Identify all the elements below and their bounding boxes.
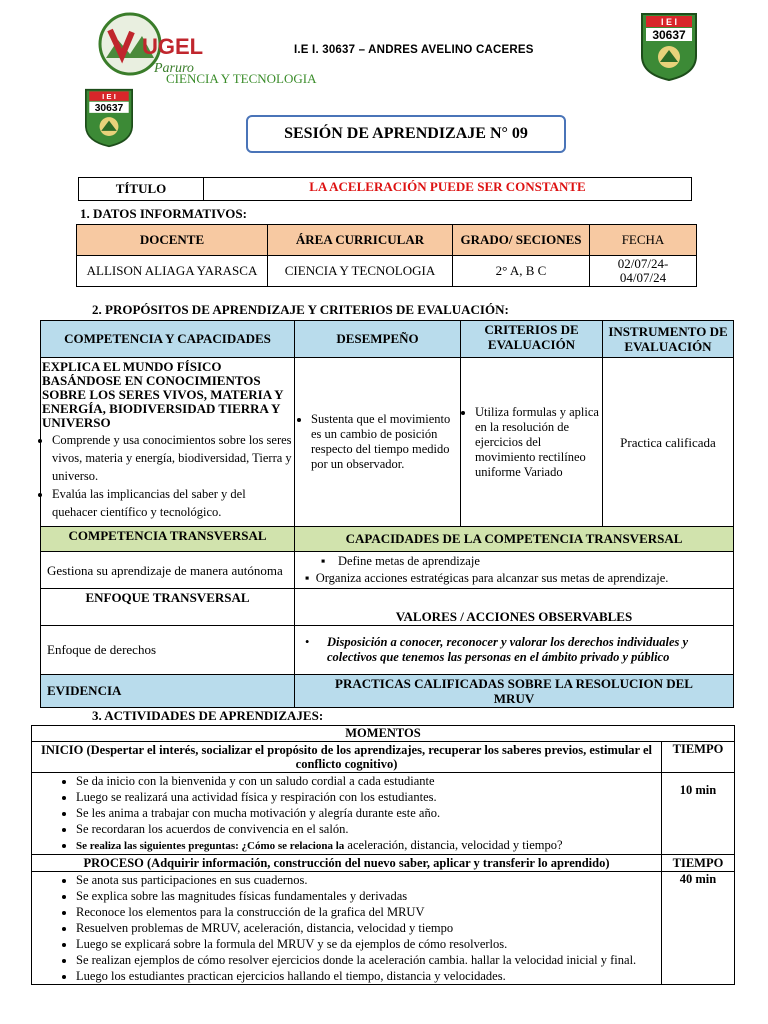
ugel-logo	[96, 10, 206, 78]
proceso-item: • Se explica sobre las magnitudes físicas fundamentales y derivadas	[76, 888, 657, 904]
svg-text:I E I: I E I	[660, 17, 678, 27]
inicio-time: 10 min	[662, 773, 735, 855]
inicio-cell	[32, 773, 662, 855]
cell-docente: ALLISON ALIAGA YARASCA	[77, 256, 268, 287]
session-title: SESIÓN DE APRENDIZAJE N° 09	[246, 115, 566, 153]
svg-text:30637: 30637	[652, 28, 686, 42]
header-fecha: FECHA	[590, 225, 697, 256]
inicio-item: • Luego se realizará una actividad física y respiración con los estudiantes.	[76, 789, 657, 805]
section-2-heading: 2. PROPÓSITOS DE APRENDIZAJE Y CRITERIOS DE EVALUACIÓN:	[92, 302, 509, 317]
proceso-time-label: TIEMPO	[662, 855, 735, 872]
capacidad-item: • Evalúa las implicancias del saber y del quehacer científico y tecnológico.	[52, 485, 293, 521]
inicio-time-label: TIEMPO	[662, 742, 735, 773]
proceso-item: • Luego los estudiantes practican ejercicios hallando el tiempo, distancia y velocidades.	[76, 968, 657, 984]
momentos-header: MOMENTOS	[32, 726, 735, 742]
inicio-list	[52, 773, 657, 854]
enfoque-value: Enfoque de derechos	[41, 626, 295, 675]
competencia-text: EXPLICA EL MUNDO FÍSICO BASÁNDOSE EN CONOCIMIENTOS SOBRE LOS SERES VIVOS, MATERIA Y ENERGÍA, BIODIVERSIDAD TIERRA Y UNIVERSO	[42, 359, 284, 430]
proceso-cell	[32, 872, 662, 985]
header-criterios: CRITERIOS DE EVALUACIÓN	[461, 321, 603, 358]
title-label: TÍTULO	[79, 178, 204, 201]
header-instrumento: INSTRUMENTO DE EVALUACIÓN	[603, 321, 734, 358]
section-1-heading: 1. DATOS INFORMATIVOS:	[80, 206, 247, 221]
proceso-list	[52, 872, 657, 984]
purposes-table	[40, 320, 734, 708]
cell-area: CIENCIA Y TECNOLOGIA	[268, 256, 453, 287]
header-docente: DOCENTE	[77, 225, 268, 256]
svg-text:Paruro: Paruro	[154, 61, 194, 76]
header-competencia: COMPETENCIA Y CAPACIDADES	[41, 321, 295, 358]
title-value: LA ACELERACIÓN PUEDE SER CONSTANTE	[204, 178, 692, 201]
cell-instrumento: Practica calificada	[603, 358, 734, 527]
comp-transversal: Gestiona su aprendizaje de manera autónoma	[41, 552, 295, 589]
capacidad-item: • Comprende y usa conocimientos sobre los seres vivos, materia y energía, biodiversidad, Tierra y universo.	[52, 431, 293, 485]
cap-transversal-label: CAPACIDADES DE LA COMPETENCIA TRANSVERSAL	[295, 527, 734, 552]
svg-text:30637: 30637	[94, 103, 124, 115]
capacidades-list	[42, 431, 293, 521]
proceso-item: • Reconoce los elementos para la construcción de la grafica del MRUV	[76, 904, 657, 920]
desempeno-item: • Sustenta que el movimiento es un cambio de posición respecto del tiempo medido por un observador.	[311, 412, 458, 472]
valores-label: VALORES / ACCIONES OBSERVABLES	[295, 589, 734, 626]
inicio-item: • Se realiza las siguientes preguntas: ¿Cómo se relaciona la aceleración, distancia, velocidad y tiempo?	[76, 837, 657, 854]
cell-criterio	[461, 358, 603, 527]
title-table	[78, 177, 692, 201]
school-crest-left	[82, 88, 136, 148]
criterio-item: • Utiliza formulas y aplica en la resolución de ejercicios del movimiento rectilíneo uniforme Variado	[475, 405, 600, 480]
comp-transversal-label: COMPETENCIA TRANSVERSAL	[41, 527, 295, 552]
section-3-heading: 3. ACTIVIDADES DE APRENDIZAJES:	[92, 708, 324, 723]
cap-transversal-cell	[295, 552, 734, 589]
header-area: ÁREA CURRICULAR	[268, 225, 453, 256]
cell-grado: 2° A, B C	[453, 256, 590, 287]
evidencia-label: EVIDENCIA	[41, 675, 295, 708]
proceso-item: • Luego se explicará sobre la formula del MRUV y se da ejemplos de cómo resolverlos.	[76, 936, 657, 952]
proceso-title: PROCESO (Adquirir información, construcción del nuevo saber, aplicar y transferir lo aprendido)	[32, 855, 662, 872]
inicio-title: INICIO (Despertar el interés, socializar el propósito de los aprendizajes, recuperar los saberes previos, estimular el conflicto cognitivo)	[32, 742, 662, 773]
proceso-time: 40 min	[662, 872, 735, 985]
enfoque-label: ENFOQUE TRANSVERSAL	[41, 589, 295, 626]
cap-transversal-item: ▪ Organiza acciones estratégicas para alcanzar sus metas de aprendizaje.	[305, 571, 669, 585]
proceso-item: • Se anota sus participaciones en sus cuadernos.	[76, 872, 657, 888]
cap-transversal-item: ▪ Define metas de aprendizaje	[321, 554, 480, 568]
inicio-item: • Se recordaran los acuerdos de convivencia en el salón.	[76, 821, 657, 837]
svg-text:UGEL: UGEL	[142, 34, 204, 59]
svg-text:I E I: I E I	[102, 92, 116, 102]
valores-value: Disposición a conocer, reconocer y valorar los derechos individuales y colectivos que tenemos las personas en el ámbito privado y público	[327, 635, 689, 664]
proceso-item: • Resuelven problemas de MRUV, aceleración, distancia, velocidad y tiempo	[76, 920, 657, 936]
inicio-item: • Se les anima a trabajar con mucha motivación y alegría durante este año.	[76, 805, 657, 821]
school-crest-right	[640, 12, 698, 82]
proceso-item: • Se realizan ejemplos de cómo resolver ejercicios donde la aceleración cambia. hallar la velocidad inicial y final.	[76, 952, 657, 968]
evidencia-value: PRACTICAS CALIFICADAS SOBRE LA RESOLUCION DEL MRUV	[295, 675, 734, 708]
valores-cell: • Disposición a conocer, reconocer y valorar los derechos individuales y colectivos que tenemos las personas en el ámbito privado y público	[295, 626, 734, 675]
header-grado: GRADO/ SECIONES	[453, 225, 590, 256]
data-table	[76, 224, 697, 287]
activities-table	[31, 725, 735, 985]
cell-desempeno	[295, 358, 461, 527]
cell-competencia	[41, 358, 295, 527]
area-subtitle: CIENCIA Y TECNOLOGIA	[166, 71, 317, 86]
cell-fecha: 02/07/24- 04/07/24	[590, 256, 697, 287]
institution-name: I.E I. 30637 – ANDRES AVELINO CACERES	[294, 44, 534, 56]
header-desempeno: DESEMPEÑO	[295, 321, 461, 358]
inicio-item: • Se da inicio con la bienvenida y con un saludo cordial a cada estudiante	[76, 773, 657, 789]
